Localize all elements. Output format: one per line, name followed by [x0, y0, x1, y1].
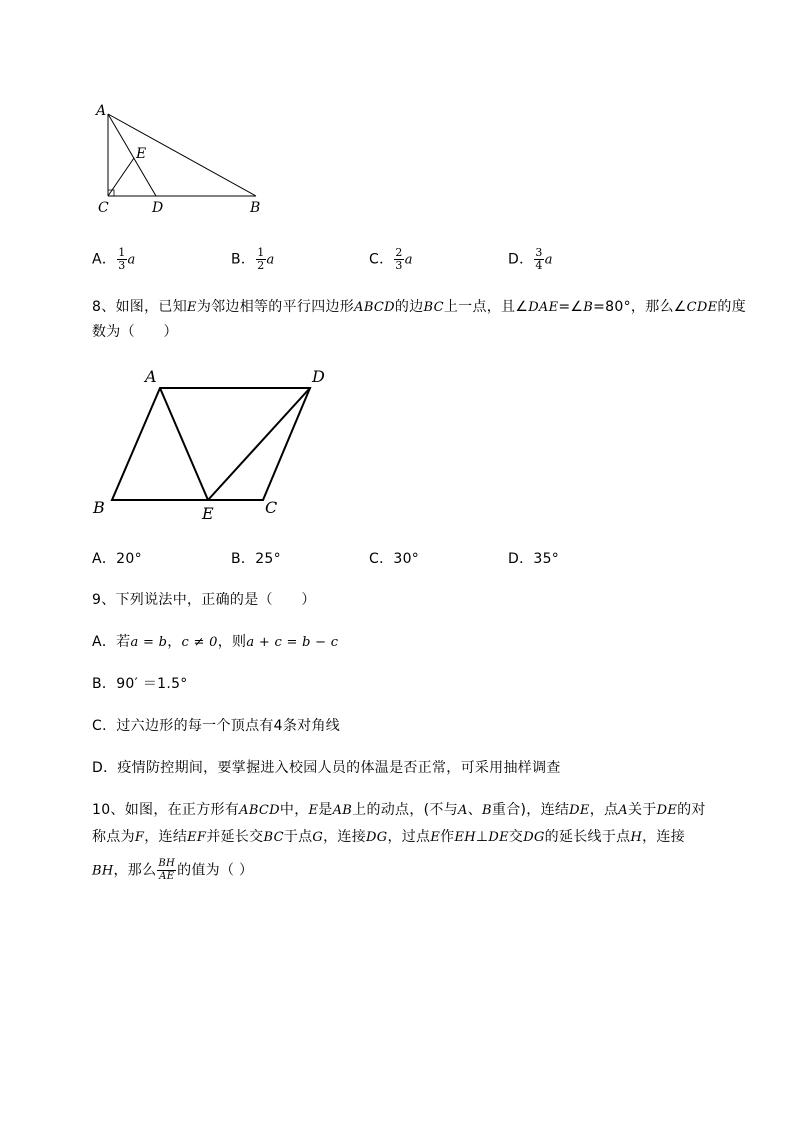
q8-parallelogram-figure	[88, 365, 338, 525]
option-letter: C．	[369, 251, 394, 268]
option-letter: B．	[231, 251, 256, 268]
segment-AE	[160, 388, 208, 500]
fraction: $\frac{1}{2}$	[257, 246, 265, 272]
label-D: D	[152, 200, 164, 216]
parallelogram-ABCD	[112, 388, 310, 500]
q10-stem-line3: BH，那么 $\frac{BH}{AE}$ 的值为（ ）	[92, 858, 254, 882]
q7-option-d[interactable]	[508, 247, 553, 272]
variable: a	[404, 252, 413, 268]
q8-option-d[interactable]: D．35°	[508, 551, 560, 567]
label-A: A	[96, 103, 107, 119]
side-AB	[108, 114, 256, 196]
fraction: $\frac{3}{4}$	[535, 246, 543, 272]
q9-stem: 9、下列说法中，正确的是（ ）	[92, 592, 316, 608]
segment-DE	[208, 388, 310, 500]
q8-option-c[interactable]: C．30°	[369, 551, 420, 567]
q8-option-b[interactable]: B．25°	[231, 551, 281, 567]
fraction: $\frac{1}{3}$	[118, 246, 126, 272]
label-A: A	[145, 367, 157, 386]
q9-option-a[interactable]: A．若a = b，c ≠ 0，则a + c = b − c	[92, 634, 339, 650]
option-letter: D．	[508, 251, 534, 268]
q8-option-a[interactable]: A．20°	[92, 551, 142, 567]
variable: a	[544, 252, 553, 268]
label-C: C	[265, 498, 278, 517]
label-D: D	[312, 367, 325, 386]
variable: a	[127, 252, 136, 268]
q10-stem-line2: 称点为F，连结EF并延长交BC于点G，连接DG，过点E作EH⊥DE交DG的延长线于点H，连接	[92, 829, 685, 845]
label-E: E	[136, 146, 147, 162]
label-B: B	[250, 200, 261, 216]
q9-option-b[interactable]: B．90′ ＝1.5°	[92, 676, 188, 692]
q8-stem-line2: 数为（ ）	[92, 324, 178, 340]
segment-AD	[108, 114, 156, 196]
q7-option-c[interactable]	[369, 247, 413, 272]
variable: a	[266, 252, 275, 268]
q9-option-c[interactable]: C．过六边形的每一个顶点有4条对角线	[92, 718, 341, 734]
label-C: C	[98, 200, 109, 216]
q7-option-a[interactable]	[92, 247, 136, 272]
q7-triangle-figure	[90, 100, 270, 220]
q8-stem-line1: 8、如图，已知E为邻边相等的平行四边形ABCD的边BC上一点，且∠DAE=∠B=80°，那么∠CDE的度	[92, 299, 747, 315]
option-letter: A．	[92, 251, 117, 268]
fraction: $\frac{2}{3}$	[395, 246, 403, 272]
q10-stem-line1: 10、如图，在正方形有ABCD中，E是AB上的动点，(不与A、B重合)，连结DE，点A关于DE的对	[92, 802, 706, 818]
label-B: B	[93, 498, 105, 517]
label-E: E	[202, 504, 214, 523]
fraction: $\frac{BH}{AE}$	[158, 858, 176, 882]
q9-option-d[interactable]: D．疫情防控期间，要掌握进入校园人员的体温是否正常，可采用抽样调查	[92, 760, 561, 776]
q7-option-b[interactable]	[231, 247, 275, 272]
